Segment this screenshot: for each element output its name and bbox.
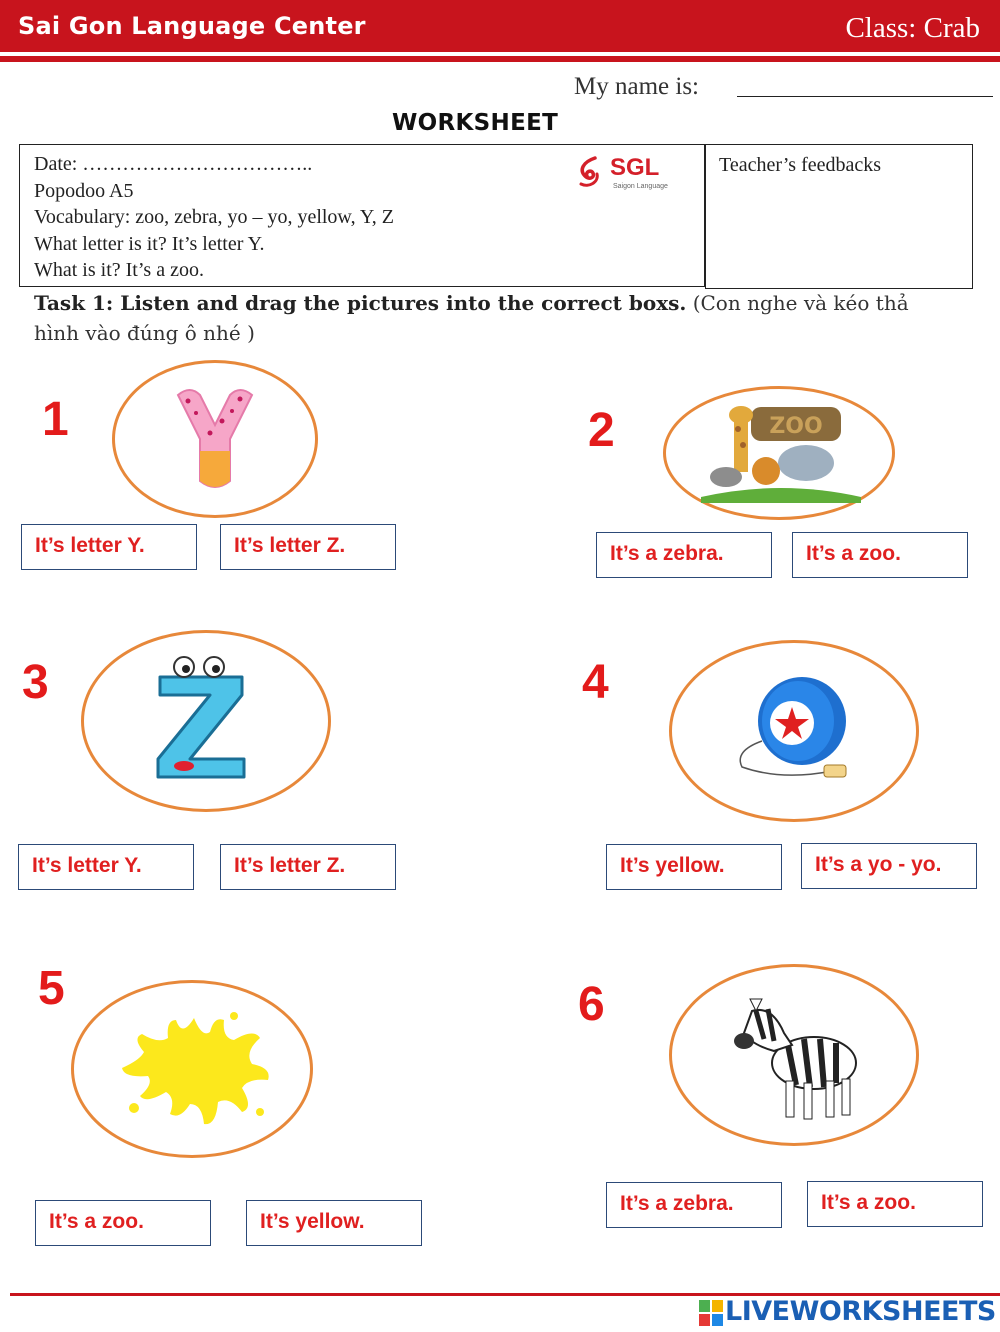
answer-text: It’s a yo - yo. (815, 853, 942, 876)
answer-box-4b[interactable] (801, 843, 977, 889)
zoo-sign-text: ZOO (769, 414, 823, 439)
vocabulary-line: Vocabulary: zoo, zebra, yo – yo, yellow, Y, Z (34, 206, 394, 228)
item-number-6: 6 (578, 978, 605, 1031)
sgl-logo (573, 154, 677, 194)
task-instructions (34, 288, 954, 348)
yellow-splash-icon (114, 1008, 274, 1133)
answer-box-3b[interactable] (220, 844, 396, 890)
liveworksheets-logo-icon (699, 1300, 723, 1326)
task-title: Task 1: Listen and drag the pictures into the correct boxs. (34, 291, 687, 315)
header-bar (0, 0, 1000, 52)
picture-drop-zone-5[interactable] (71, 980, 313, 1158)
answer-text: It’s a zoo. (806, 542, 901, 565)
answer-text: It’s a zoo. (821, 1191, 916, 1214)
item-number-5: 5 (38, 962, 65, 1015)
center-name: Sai Gon Language Center (18, 12, 366, 40)
name-prompt: My name is: (574, 73, 699, 100)
answer-box-6a[interactable] (606, 1182, 782, 1228)
answer-box-2a[interactable] (596, 532, 772, 578)
answer-text: It’s a zebra. (610, 542, 724, 565)
answer-text: It’s letter Z. (234, 534, 346, 557)
class-label: Class: Crab (845, 12, 980, 44)
feedback-box (705, 144, 973, 289)
answer-box-1a[interactable] (21, 524, 197, 570)
picture-drop-zone-6[interactable] (669, 964, 919, 1146)
answer-text: It’s yellow. (620, 854, 725, 877)
answer-text: It’s yellow. (260, 1210, 365, 1233)
answer-box-5b[interactable] (246, 1200, 422, 1246)
item-number-4: 4 (582, 656, 609, 709)
letter-y-icon (170, 381, 260, 496)
answer-text: It’s a zoo. (49, 1210, 144, 1233)
task-note: (Con nghe và kéo thả hình vào đúng ô nhé ) (34, 291, 909, 345)
book-line: Popodoo A5 (34, 180, 134, 202)
answer-box-4a[interactable] (606, 844, 782, 890)
pattern-line-1: What letter is it? It’s letter Y. (34, 233, 265, 255)
picture-drop-zone-4[interactable] (669, 640, 919, 822)
answer-text: It’s letter Y. (35, 534, 145, 557)
picture-drop-zone-3[interactable] (81, 630, 331, 812)
letter-z-icon (154, 655, 254, 787)
name-input-line[interactable] (737, 96, 993, 97)
answer-box-6b[interactable] (807, 1181, 983, 1227)
answer-box-5a[interactable] (35, 1200, 211, 1246)
sgl-swirl-logo-icon (573, 154, 609, 192)
zebra-icon (722, 981, 872, 1131)
answer-box-1b[interactable] (220, 524, 396, 570)
item-number-3: 3 (22, 656, 49, 709)
answer-text: It’s a zebra. (620, 1192, 734, 1215)
picture-drop-zone-2[interactable] (663, 386, 895, 520)
logo-text: SGL (610, 154, 660, 181)
footer-brand[interactable]: LIVEWORKSHEETS (725, 1296, 996, 1327)
pattern-line-2: What is it? It’s a zoo. (34, 259, 204, 281)
page-title: WORKSHEET (392, 110, 559, 136)
answer-text: It’s letter Y. (32, 854, 142, 877)
answer-text: It’s letter Z. (234, 854, 346, 877)
answer-box-2b[interactable] (792, 532, 968, 578)
date-line: Date: …………………………….. (34, 153, 313, 175)
item-number-1: 1 (42, 393, 69, 446)
logo-subtext: Saigon Language (613, 183, 668, 190)
answer-box-3a[interactable] (18, 844, 194, 890)
yoyo-icon (732, 671, 862, 791)
picture-drop-zone-1[interactable] (112, 360, 318, 518)
zoo-animals-icon (696, 399, 866, 504)
item-number-2: 2 (588, 404, 615, 457)
feedback-label: Teacher’s feedbacks (719, 154, 882, 176)
header-divider (0, 56, 1000, 62)
